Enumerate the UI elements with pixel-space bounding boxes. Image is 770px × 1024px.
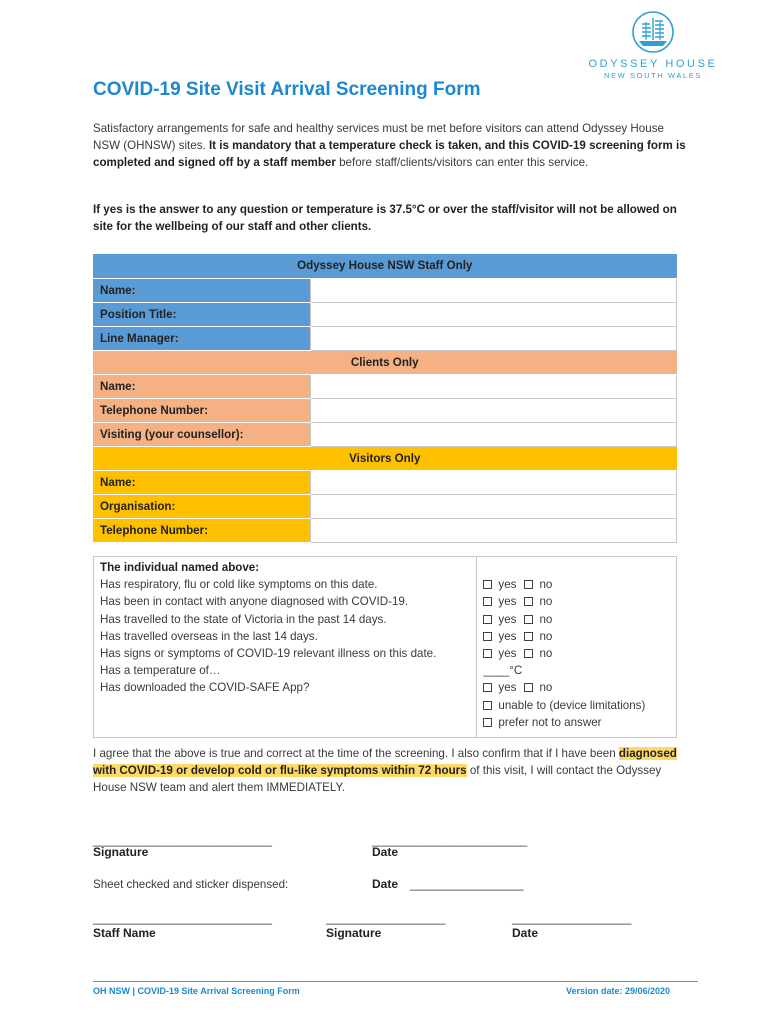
ship-icon — [631, 10, 675, 54]
answer-symptoms — [483, 576, 670, 593]
staff-section-header: Odyssey House NSW Staff Only — [93, 254, 677, 278]
signature-line[interactable]: ______________________________ — [93, 834, 272, 847]
staff-date-label: Date — [512, 926, 539, 940]
question-contact: Has been in contact with anyone diagnosed with COVID-19. — [100, 595, 409, 609]
agreement-part-1: I agree that the above is true and correct at the time of the screening. I also confirm that if I have been — [93, 747, 619, 760]
question-covidsafe-app: Has downloaded the COVID-SAFE App? — [100, 681, 310, 695]
visitor-name-row — [93, 470, 677, 494]
questions-column — [94, 557, 477, 738]
no-label: no — [539, 647, 553, 660]
intro-part-1: Satisfactory arrangements for safe and healthy services must be met before visitors can attend Odyssey House NSW (OHNSW) sites. — [93, 122, 664, 152]
visitor-phone-field[interactable] — [311, 518, 677, 542]
answers-column — [477, 557, 677, 738]
staff-name-label: Name: — [93, 278, 311, 302]
staff-signature-line[interactable]: ____________________ — [326, 912, 445, 925]
staff-name-label: Staff Name — [93, 926, 156, 940]
yes-label: yes — [498, 629, 517, 643]
client-name-label: Name: — [93, 374, 311, 398]
no-label: no — [539, 595, 553, 609]
temperature-field[interactable]: ____°C — [483, 664, 523, 678]
question-victoria: Has travelled to the state of Victoria in the past 14 days. — [100, 612, 387, 626]
yes-checkbox[interactable] — [483, 615, 492, 624]
client-visiting-row — [93, 422, 677, 446]
answer-overseas — [483, 628, 670, 645]
logo-subtitle: NEW SOUTH WALES — [604, 71, 702, 80]
visitor-organisation-row — [93, 494, 677, 518]
answer-app-prefer — [483, 714, 670, 731]
answer-contact — [483, 593, 670, 610]
staff-name-row — [93, 278, 677, 302]
visitor-name-field[interactable] — [311, 470, 677, 494]
no-label: no — [539, 629, 553, 643]
staff-signature-label: Signature — [326, 926, 382, 940]
question-temperature: Has a temperature of… — [100, 664, 221, 678]
no-checkbox[interactable] — [524, 580, 533, 589]
intro-paragraph — [93, 120, 693, 171]
client-visiting-field[interactable] — [311, 422, 677, 446]
staff-position-row — [93, 302, 677, 326]
client-visiting-label: Visiting (your counsellor): — [93, 422, 311, 446]
client-name-row — [93, 374, 677, 398]
staff-header-row — [93, 254, 677, 278]
footer-divider — [93, 981, 698, 982]
sheet-date-label: Date — [372, 877, 399, 891]
client-phone-row — [93, 398, 677, 422]
no-checkbox[interactable] — [524, 597, 533, 606]
question-symptoms: Has respiratory, flu or cold like symptoms on this date. — [100, 578, 378, 592]
odyssey-house-logo — [588, 10, 718, 80]
details-table — [93, 254, 677, 543]
answer-victoria — [483, 611, 670, 628]
yes-checkbox[interactable] — [483, 649, 492, 658]
visitors-section-header: Visitors Only — [93, 446, 677, 470]
yes-checkbox[interactable] — [483, 632, 492, 641]
date-line[interactable]: __________________________ — [372, 834, 527, 847]
yes-checkbox[interactable] — [483, 580, 492, 589]
prefer-label: prefer not to answer — [498, 715, 602, 729]
clients-header-row — [93, 350, 677, 374]
date-label: Date — [372, 845, 399, 859]
agreement-highlight: diagnosed with COVID-19 or develop cold or flu-like symptoms within 72 hours — [93, 747, 677, 777]
sheet-checked-label: Sheet checked and sticker dispensed: — [93, 878, 289, 891]
staff-manager-field[interactable] — [311, 326, 677, 350]
visitor-phone-row — [93, 518, 677, 542]
footer-version-date: Version date: 29/06/2020 — [566, 986, 671, 996]
client-phone-field[interactable] — [311, 398, 677, 422]
yes-label: yes — [498, 647, 517, 660]
staff-date-line[interactable]: ____________________ — [512, 912, 631, 925]
questions-heading: The individual named above: — [100, 561, 260, 574]
agreement-paragraph — [93, 745, 693, 796]
staff-name-line[interactable]: ______________________________ — [93, 912, 272, 925]
logo-name: ODYSSEY HOUSE — [588, 58, 718, 70]
staff-manager-label: Line Manager: — [93, 326, 311, 350]
intro-mandatory-text: It is mandatory that a temperature check is taken, and this COVID-19 screening form is completed and signed off by a staff member — [93, 139, 686, 169]
visitors-header-row — [93, 446, 677, 470]
visitor-phone-label: Telephone Number: — [93, 518, 311, 542]
no-label: no — [539, 612, 553, 626]
staff-position-field[interactable] — [311, 302, 677, 326]
signature-label: Signature — [93, 845, 149, 859]
no-checkbox[interactable] — [524, 649, 533, 658]
yes-label: yes — [498, 612, 517, 626]
no-checkbox[interactable] — [524, 615, 533, 624]
staff-name-field[interactable] — [311, 278, 677, 302]
answer-app-unable — [483, 697, 670, 714]
no-label: no — [539, 681, 553, 695]
question-overseas: Has travelled overseas in the last 14 days. — [100, 629, 318, 643]
yes-label: yes — [498, 595, 517, 609]
visitor-organisation-label: Organisation: — [93, 494, 311, 518]
yes-label: yes — [498, 578, 517, 592]
intro-part-3: before staff/clients/visitors can enter this service. — [335, 156, 589, 169]
sheet-date-line[interactable]: ___________________ — [410, 878, 524, 891]
unable-label: unable to (device limitations) — [498, 698, 646, 712]
answer-app-yes-no — [483, 679, 670, 696]
staff-manager-row — [93, 326, 677, 350]
prefer-checkbox[interactable] — [483, 718, 492, 727]
clients-section-header: Clients Only — [93, 350, 677, 374]
answer-signs — [483, 645, 670, 662]
screening-questions-table — [93, 556, 677, 738]
no-checkbox[interactable] — [524, 683, 533, 692]
agreement-part-3: of this visit, I will contact the Odyssey House NSW team and alert them IMMEDIATELY. — [93, 764, 662, 794]
visitor-organisation-field[interactable] — [311, 494, 677, 518]
page-title: COVID-19 Site Visit Arrival Screening Form — [93, 79, 481, 100]
no-checkbox[interactable] — [524, 632, 533, 641]
yes-checkbox[interactable] — [483, 683, 492, 692]
staff-position-label: Position Title: — [93, 302, 311, 326]
client-phone-label: Telephone Number: — [93, 398, 311, 422]
yes-checkbox[interactable] — [483, 597, 492, 606]
footer-form-name: OH NSW | COVID-19 Site Arrival Screening Form — [93, 986, 300, 996]
client-name-field[interactable] — [311, 374, 677, 398]
warning-paragraph: If yes is the answer to any question or temperature is 37.5°C or over the staff/visitor will not be allowed on site for the wellbeing of our staff and other clients. — [93, 203, 677, 233]
no-label: no — [539, 578, 553, 592]
question-signs: Has signs or symptoms of COVID-19 relevant illness on this date. — [100, 647, 437, 661]
yes-label: yes — [498, 681, 517, 695]
unable-checkbox[interactable] — [483, 701, 492, 710]
visitor-name-label: Name: — [93, 470, 311, 494]
